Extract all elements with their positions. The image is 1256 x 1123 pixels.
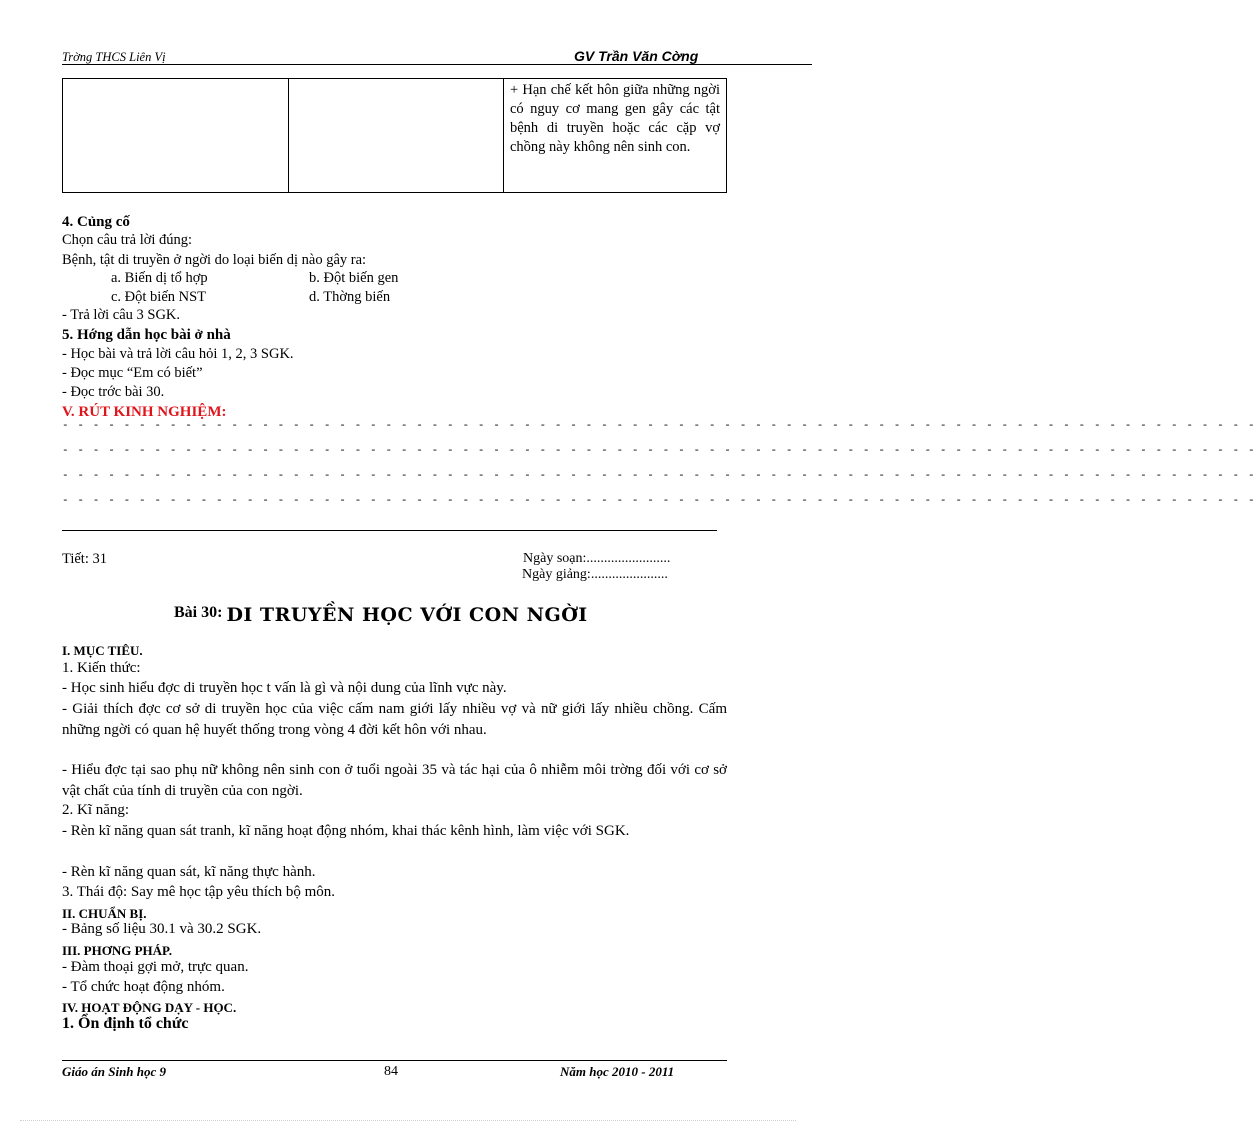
hoatdong-heading: IV. HOẠT ĐỘNG DẠY - HỌC. (62, 1000, 237, 1015)
ngay-soan: Ngày soạn:........................ (523, 551, 671, 566)
page-number: 84 (384, 1064, 398, 1079)
lesson-number: Bài 30: (174, 604, 223, 621)
cungco-instruction: Chọn câu trả lời đúng: (62, 232, 193, 248)
cungco-heading: 4. Củng cố (62, 214, 130, 230)
table-cell-empty-1 (63, 79, 289, 193)
ngay-giang: Ngày giảng:...................... (522, 567, 668, 582)
footer-divider (62, 1060, 727, 1061)
kienthuc-item-2: - Giải thích đợc cơ sở di truyền học của việc cấm nam giới lấy nhiều vợ và nữ giới lấy nhiều chồng. Cấm những ngời có quan hệ huyết thống trong vòng 4 đời kết hôn với nhau. (62, 701, 727, 738)
phuongphap-heading: III. PHƠNG PHÁP. (62, 943, 173, 958)
kienthuc-item-3: - Hiểu đợc tại sao phụ nữ không nên sinh con ở tuổi ngoài 35 và tác hại của ô nhiễm môi trờng đối với cơ sở vật chất của tính di truyền của con ngời. (62, 762, 727, 799)
kienthuc-label: 1. Kiến thức: (62, 660, 141, 676)
lesson-title-text: DI TRUYỀN HỌC VỚI CON NGỜI (226, 604, 588, 626)
table-cell-text (504, 79, 727, 193)
cungco-question: Bệnh, tật di truyền ở ngời do loại biến dị nào gây ra: (62, 252, 367, 268)
kienthuc-item-1: - Học sinh hiểu đợc di truyền học t vấn là gì và nội dung của lĩnh vực này. (62, 680, 507, 696)
huongdan-item-2: - Đọc mục “Em có biết” (62, 365, 203, 381)
table-row (63, 79, 727, 193)
option-c: c. Đột biến NST (111, 289, 207, 305)
dash-line-4: - - - - - - - - - - - - - - - - - - - - - - - - - - - - - - - - - - - - - - - - - - - - - - - - - - - - - - - - - - - - - - - - - - - - - - - - - - - - - - (62, 495, 1256, 507)
header-school: Trờng THCS Liên Vị (62, 50, 166, 64)
huongdan-item-1: - Học bài và trả lời câu hỏi 1, 2, 3 SGK. (62, 346, 294, 362)
footer-left: Giáo án Sinh học 9 (62, 1064, 167, 1079)
section-rule (62, 530, 717, 531)
huongdan-heading: 5. Hớng dẫn học bài ở nhà (62, 327, 231, 343)
dash-line-3: - - - - - - - - - - - - - - - - - - - - - - - - - - - - - - - - - - - - - - - - - - - - - - - - - - - - - - - - - - - - - - - - - - - - - - - - - - - - - - (62, 470, 1256, 482)
footer-right: Năm học 2010 - 2011 (560, 1064, 675, 1079)
table-cell-content: + Hạn chế kết hôn giữa những ngời có nguy cơ mang gen gây các tật bệnh di truyền hoặc các cặp vợ chồng này không nên sinh con. (510, 82, 720, 155)
tiet-label: Tiết: 31 (62, 551, 107, 567)
page-edge (20, 1120, 796, 1121)
chuanbi-heading: II. CHUẨN BỊ. (62, 906, 147, 921)
huongdan-item-3: - Đọc trớc bài 30. (62, 384, 165, 400)
rutkinh-heading: V. RÚT KINH NGHIỆM: (62, 404, 227, 420)
previous-table (62, 78, 727, 193)
header-teacher: GV Trần Văn Cờng (574, 48, 699, 64)
table-cell-empty-2 (289, 79, 504, 193)
phuongphap-item-1: - Đàm thoại gợi mở, trực quan. (62, 959, 249, 975)
kinang-label: 2. Kĩ năng: (62, 802, 130, 818)
dash-line-1: - - - - - - - - - - - - - - - - - - - - - - - - - - - - - - - - - - - - - - - - - - - - - - - - - - - - - - - - - - - - - - - - - - - - - - - - - - - - - - (62, 420, 1256, 432)
phuongphap-item-2: - Tổ chức hoạt động nhóm. (62, 979, 225, 995)
option-d: d. Thờng biến (309, 289, 391, 305)
thaido-line: 3. Thái độ: Say mê học tập yêu thích bộ môn. (62, 884, 336, 900)
hoatdong-item-1: 1. Ổn định tổ chức (62, 1015, 189, 1032)
answer-line: - Trả lời câu 3 SGK. (62, 307, 181, 323)
kinang-item-1: - Rèn kĩ năng quan sát tranh, kĩ năng hoạt động nhóm, khai thác kênh hình, làm việc với SGK. (62, 823, 630, 839)
kinang-item-2: - Rèn kĩ năng quan sát, kĩ năng thực hành. (62, 864, 316, 880)
chuanbi-item: - Bảng số liệu 30.1 và 30.2 SGK. (62, 921, 262, 937)
header-divider (62, 64, 812, 65)
option-a: a. Biến dị tổ hợp (111, 270, 208, 286)
option-b: b. Đột biến gen (309, 270, 399, 286)
muctieu-heading: I. MỤC TIÊU. (62, 643, 143, 658)
dash-line-2: - - - - - - - - - - - - - - - - - - - - - - - - - - - - - - - - - - - - - - - - - - - - - - - - - - - - - - - - - - - - - - - - - - - - - - - - - - - - - - (62, 445, 1256, 457)
lesson-title (174, 604, 588, 626)
